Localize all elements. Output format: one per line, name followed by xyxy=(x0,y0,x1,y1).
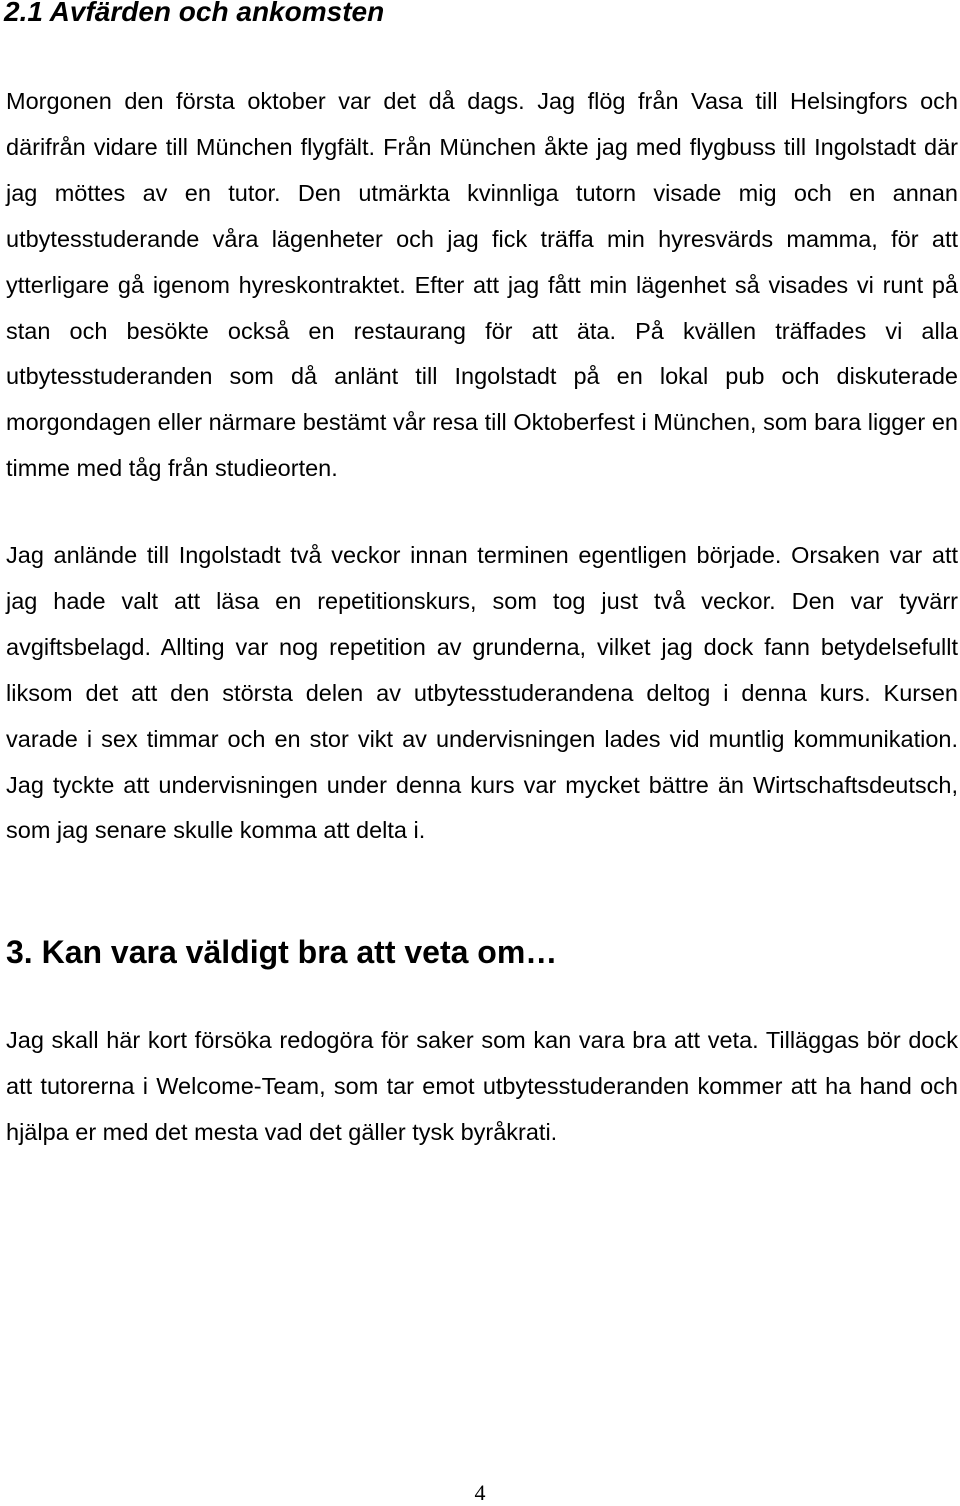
paragraph-arrival: Morgonen den första oktober var det då dags. Jag flög från Vasa till Helsingfors och därifrån vidare till München flygfält. Från München åkte jag med flygbuss till Ingolstadt där jag möttes av en tutor. Den utmärkta kvinnliga tutorn visade mig och en annan utbytesstuderande våra lägenheter och jag fick träffa min hyresvärds mamma, för att ytterligare gå igenom hyreskontraktet. Efter att jag fått min lägenhet så visades vi runt på stan och besökte också en restaurang för att äta. På kvällen träffades vi alla utbytesstuderanden som då anlänt till Ingolstadt på en lokal pub och diskuterade morgondagen eller närmare bestämt vår resa till Oktoberfest i München, som bara ligger en timme med tåg från studieorten. xyxy=(6,88,958,482)
paragraph-good-to-know: Jag skall här kort försöka redogöra för saker som kan vara bra att veta. Tilläggas bör dock att tutorerna i Welcome-Team, som tar emot utbytesstuderanden kommer att ha hand och hjälpa er med det mesta vad det gäller tysk byråkrati. xyxy=(6,1027,958,1145)
section-heading-3: 3. Kan vara väldigt bra att veta om… xyxy=(6,934,558,970)
page-number: 4 xyxy=(474,1480,486,1505)
paragraph-course: Jag anlände till Ingolstadt två veckor innan terminen egentligen började. Orsaken var att jag hade valt att läsa en repetitionskurs, som tog just två veckor. Den var tyvärr avgiftsbelagd. Allting var nog repetition av grunderna, vilket jag dock fann betydelsefullt liksom det att den största delen av utbytesstuderandena deltog i denna kurs. Kursen varade i sex timmar och en stor vikt av undervisningen lades vid muntlig kommunikation. Jag tyckte att undervisningen under denna kurs var mycket bättre än Wirtschaftsdeutsch, som jag senare skulle komma att delta i. xyxy=(6,542,958,844)
section-heading-2-1: 2.1 Avfärden och ankomsten xyxy=(4,0,385,27)
